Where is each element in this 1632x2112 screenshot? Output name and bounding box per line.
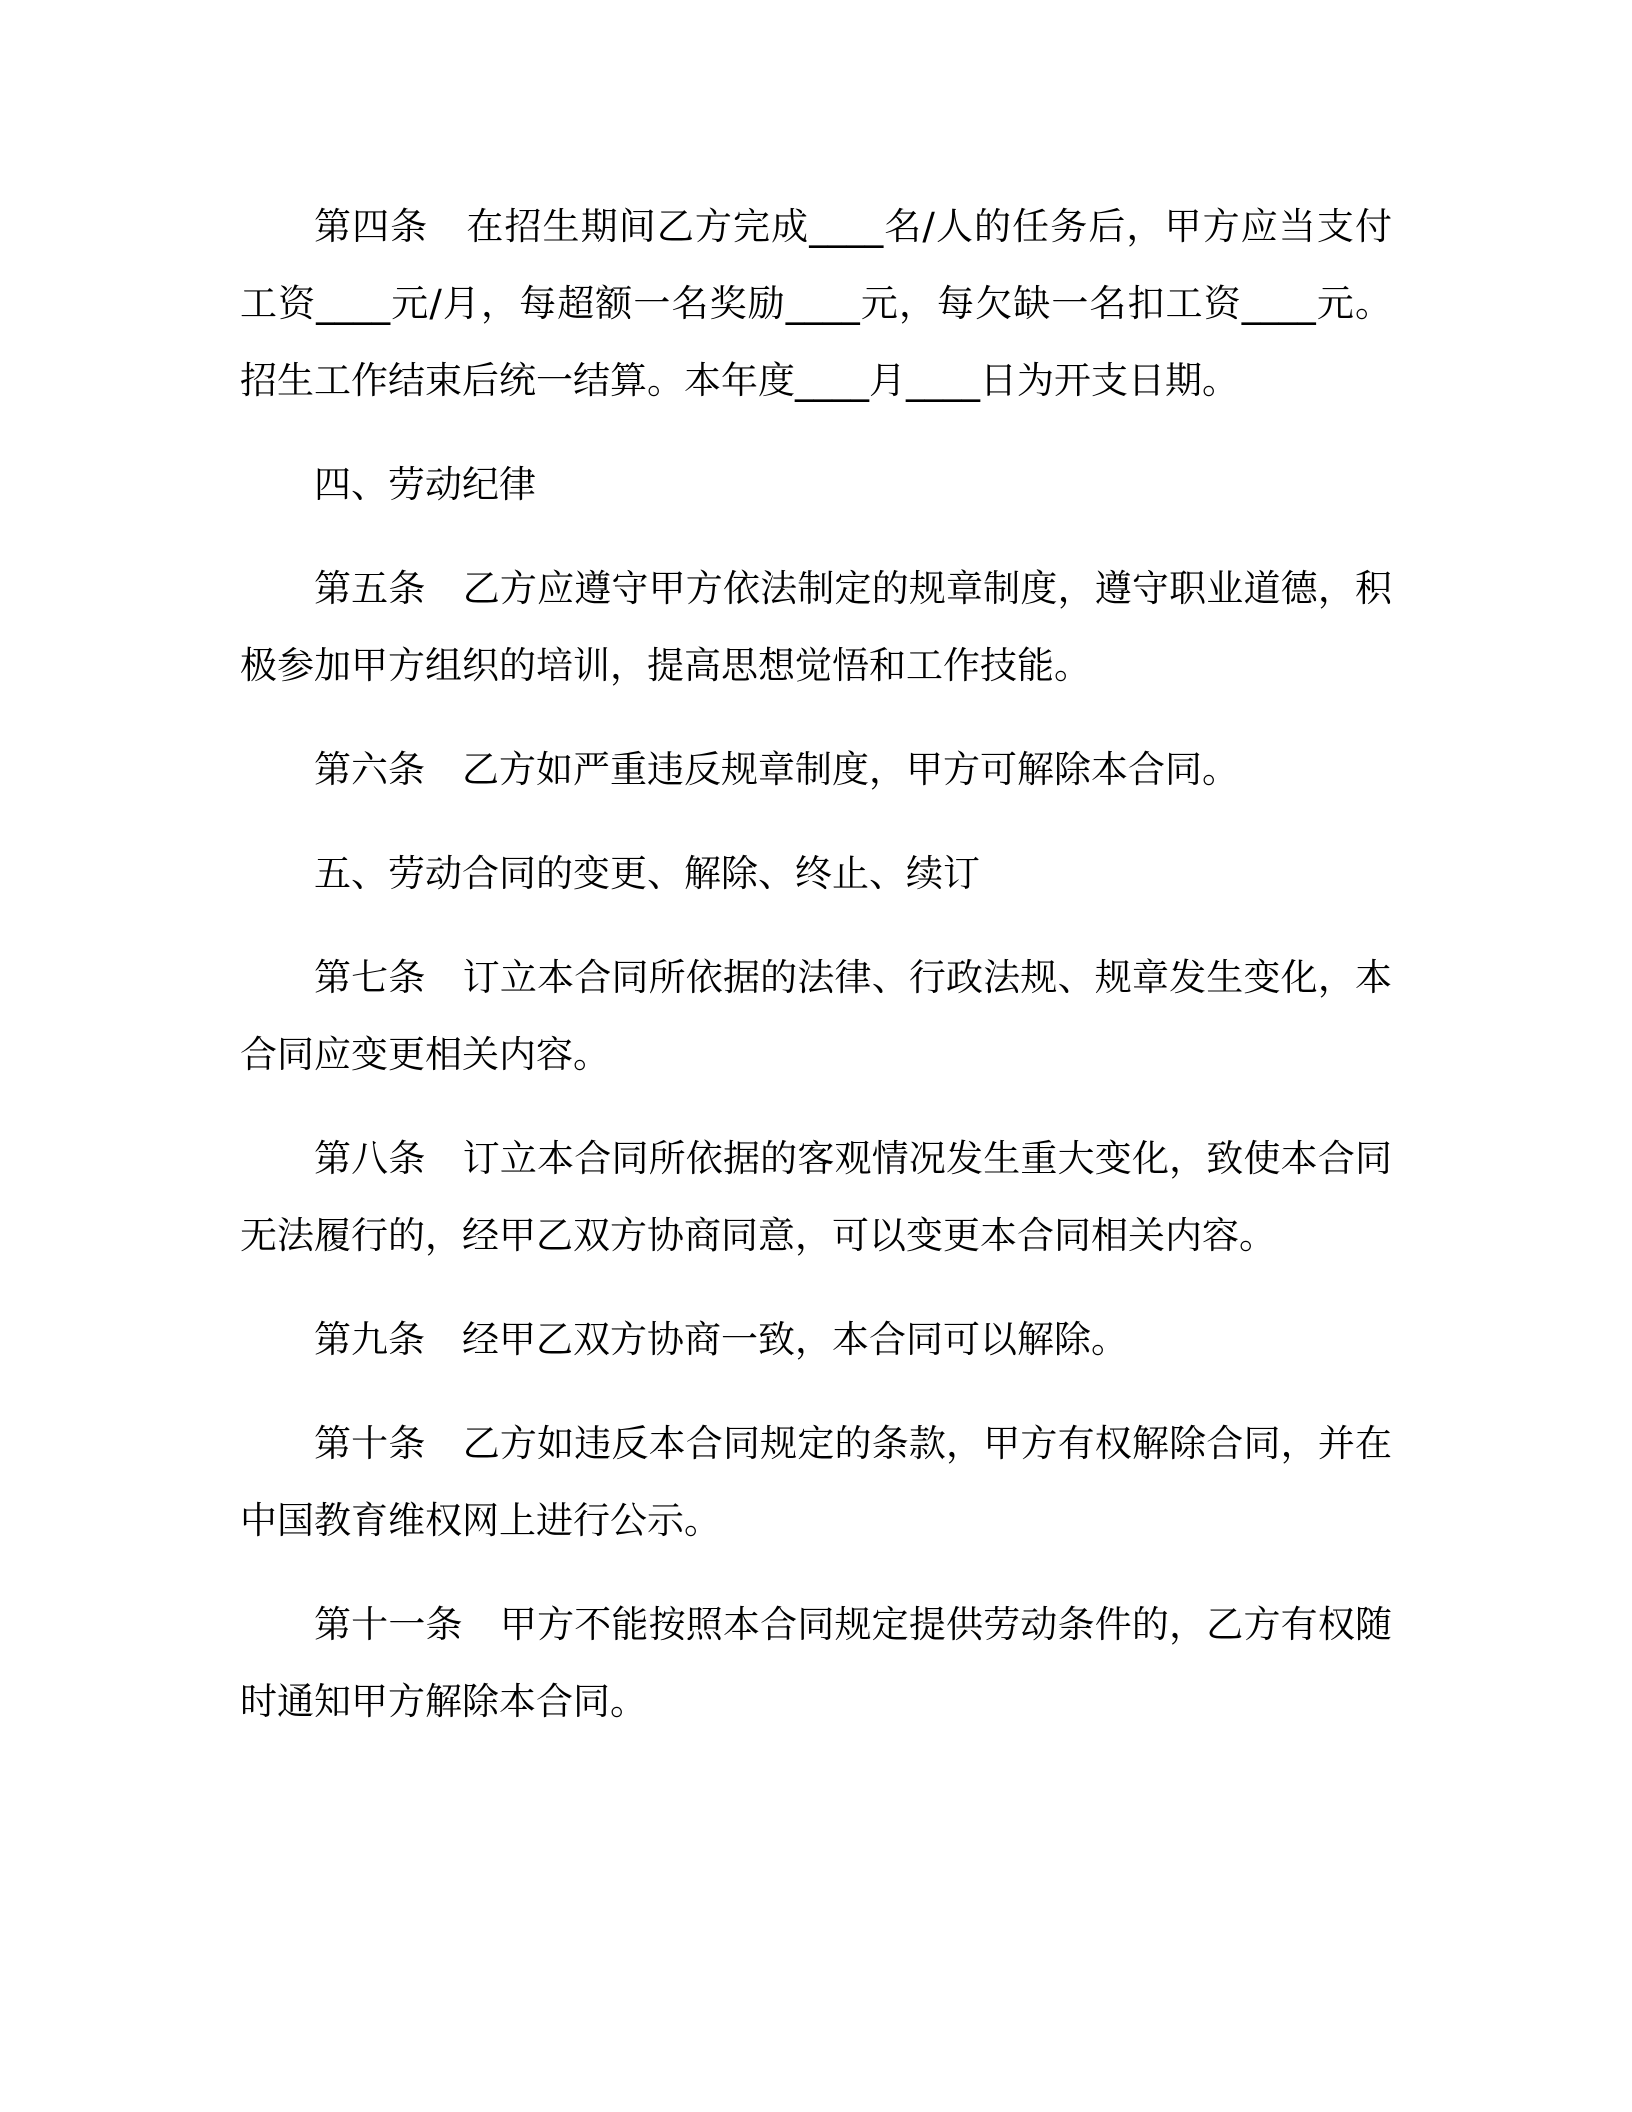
article-8-label: 第八条 [314,1137,426,1180]
article-9-label: 第九条 [314,1318,425,1361]
article-6-text: 乙方如严重违反规章制度，甲方可解除本合同。 [462,748,1239,791]
article-10-label: 第十条 [314,1422,426,1465]
article-9-text: 经甲乙双方协商一致，本合同可以解除。 [462,1318,1128,1361]
article-11-label: 第十一条 [314,1603,463,1646]
article-7 [240,939,1392,1093]
document-body [240,188,1392,1767]
article-9 [240,1301,1392,1378]
article-5 [240,550,1392,704]
article-5-text: 乙方应遵守甲方依法制定的规章制度，遵守职业道德，积极参加甲方组织的培训，提高思想觉悟和工作技能。 [240,567,1393,687]
section-heading-labor-discipline: 四、劳动纪律 [314,463,536,506]
article-6-label: 第六条 [314,748,425,791]
article-10 [240,1405,1392,1559]
article-8 [240,1120,1392,1274]
article-6 [240,731,1392,808]
article-7-text: 订立本合同所依据的法律、行政法规、规章发生变化，本合同应变更相关内容。 [240,956,1393,1076]
article-10-text: 乙方如违反本合同规定的条款，甲方有权解除合同，并在中国教育维权网上进行公示。 [240,1422,1393,1542]
article-8-text: 订立本合同所依据的客观情况发生重大变化，致使本合同无法履行的，经甲乙双方协商同意，可以变更本合同相关内容。 [240,1137,1393,1257]
article-4-text: 在招生期间乙方完成____名/人的任务后，甲方应当支付工资____元/月，每超额一名奖励____元，每欠缺一名扣工资____元。招生工作结束后统一结算。本年度____月____日为开支日期。 [240,205,1392,402]
article-4 [240,188,1392,419]
article-4-label: 第四条 [314,205,429,248]
article-11 [240,1586,1392,1740]
article-11-text: 甲方不能按照本合同规定提供劳动条件的，乙方有权随时通知甲方解除本合同。 [240,1603,1393,1723]
article-7-label: 第七条 [314,956,426,999]
section-heading-contract-changes: 五、劳动合同的变更、解除、终止、续订 [314,852,980,895]
article-5-label: 第五条 [314,567,426,610]
